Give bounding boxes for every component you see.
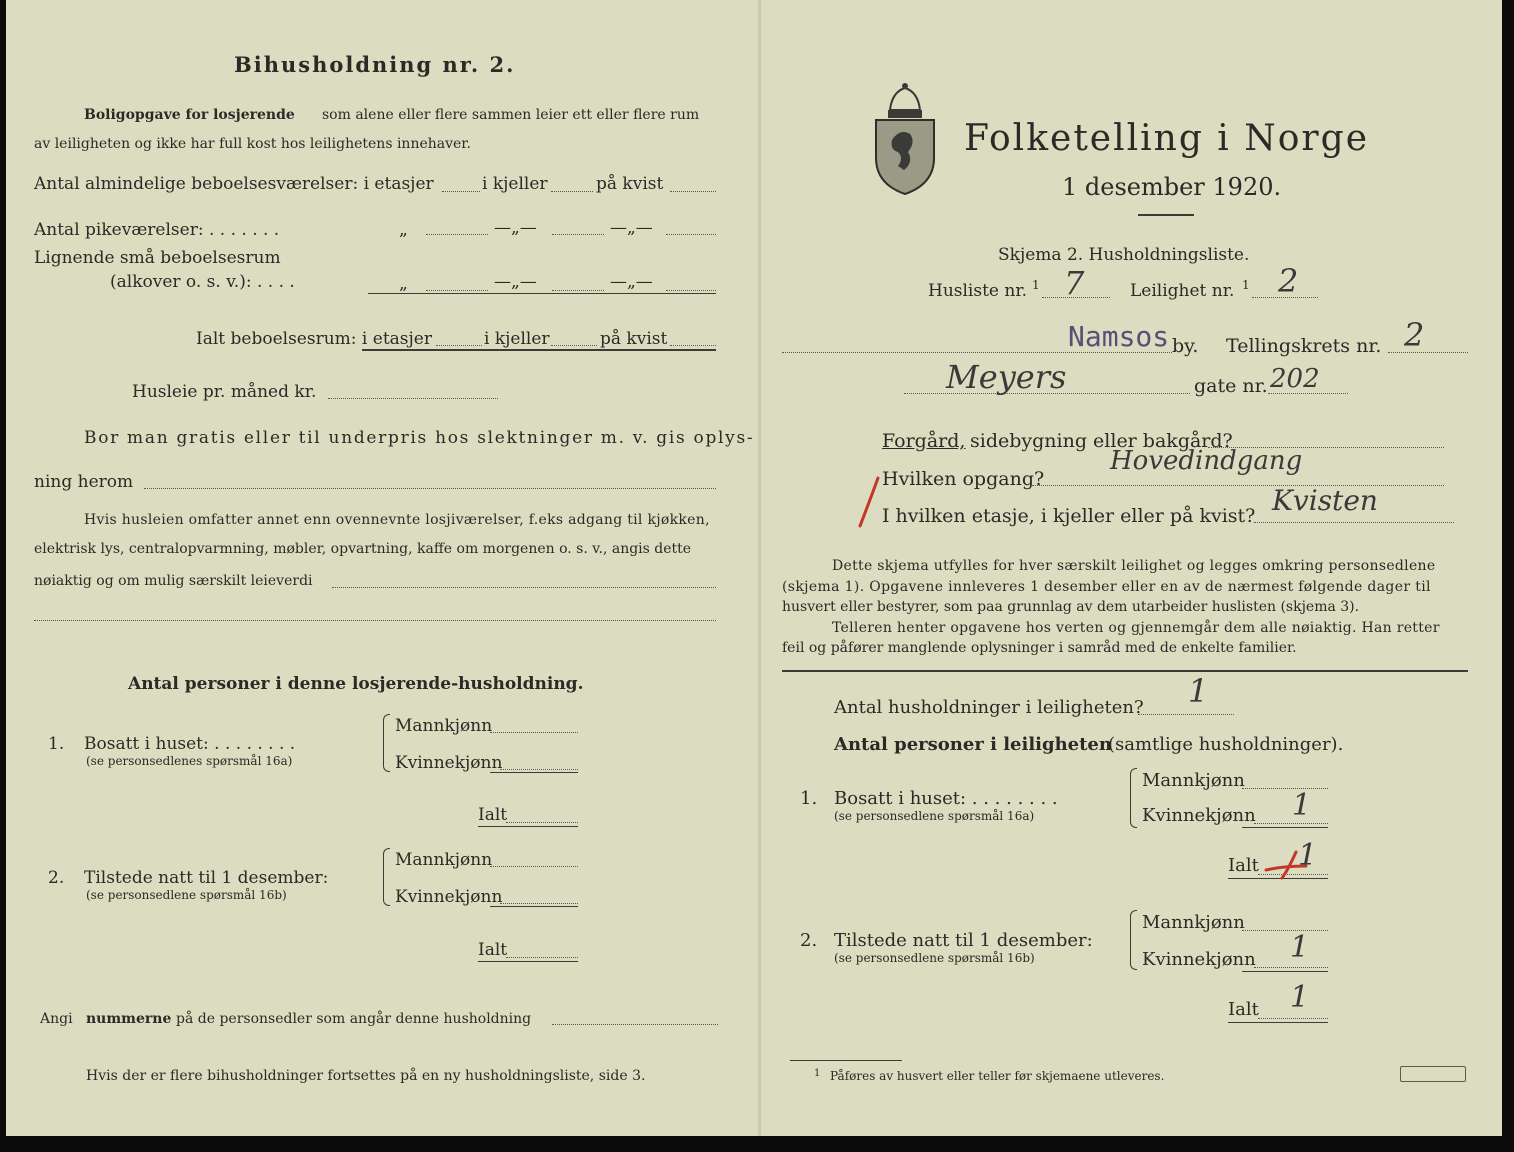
antal-almindelige-label: Antal almindelige beboelsesværelser: i etasjer: [34, 174, 434, 194]
opgang-label: Hvilken opgang?: [882, 468, 1045, 490]
right-tilstede-mann-line: [1242, 930, 1328, 931]
leilighet-value: 2: [1278, 262, 1299, 300]
red-correction-mark: [1262, 848, 1310, 882]
gratis-line-2: ning herom: [34, 472, 134, 492]
right-tilstede-kvinne-value: 1: [1290, 930, 1310, 965]
census-title: Folketelling i Norge: [964, 118, 1369, 159]
right-bosatt-ialt-label: Ialt: [1228, 855, 1259, 876]
footnote-text: Påføres av husvert eller teller før skjemaene utleveres.: [830, 1069, 1165, 1083]
ialt-kjeller-label: i kjeller: [484, 329, 550, 349]
footnote-mark: 1: [814, 1068, 821, 1079]
left-footer: Hvis der er flere bihusholdninger fortsettes på en ny husholdningsliste, side 3.: [86, 1068, 646, 1084]
left-bosatt-ialt-label: Ialt: [478, 805, 508, 825]
husleie-line: [328, 398, 498, 399]
left-tilstede-kvinne-label: Kvinnekjønn: [395, 887, 503, 907]
left-bosatt-kvinne-line: [500, 769, 578, 770]
left-bosatt-label: Bosatt i huset: . . . . . . . .: [84, 734, 296, 754]
right-tilstede-brace: [1130, 910, 1137, 970]
right-bosatt-brace: [1130, 768, 1137, 828]
forgard-label-rest: sidebygning eller bakgård?: [970, 430, 1233, 452]
lig-kvist-line: [666, 290, 716, 291]
leilighet-label: Leilighet nr.: [1130, 281, 1235, 301]
left-bosatt-sub: (se personsedlenes spørsmål 16a): [86, 754, 293, 768]
ditto-kjeller-1: —„—: [494, 218, 537, 238]
right-bosatt-label: Bosatt i huset: . . . . . . . .: [834, 788, 1058, 809]
left-bosatt-ialt-line: [506, 822, 578, 823]
paa-kvist-label: på kvist: [596, 174, 664, 194]
gate-nr-value: 202: [1270, 364, 1320, 394]
left-num-1: 1.: [48, 734, 65, 754]
angi-post: på de personsedler som angår denne husholdning: [176, 1011, 532, 1027]
left-bosatt-ialt-rule: [478, 826, 578, 827]
intro-line-2: av leiligheten og ikke har full kost hos leilighetens innehaver.: [34, 136, 471, 152]
right-bosatt-kvinne-rule: [1242, 827, 1328, 828]
left-title: Bihusholdning nr. 2.: [234, 52, 516, 77]
husliste-label: Husliste nr.: [928, 281, 1028, 301]
ditto-kjeller-2: —„—: [494, 272, 537, 292]
right-tilstede-mann-label: Mannkjønn: [1142, 912, 1245, 933]
left-tilstede-kvinne-line: [500, 903, 578, 904]
ialt-underline: [362, 349, 716, 351]
lignende-underline: [368, 293, 716, 294]
right-bosatt-kvinne-line: [1254, 823, 1328, 824]
census-date: 1 desember 1920.: [1062, 173, 1282, 201]
left-tilstede-ialt-line: [506, 957, 578, 958]
pike-kvist-line: [666, 234, 716, 235]
opgang-value: Hovedindgang: [1110, 446, 1303, 476]
lig-etasjer-line: [426, 290, 488, 291]
ditto-kvist-1: —„—: [610, 218, 653, 238]
by-stamp: Namsos: [1068, 320, 1170, 353]
page-fold: [758, 0, 761, 1136]
antal-husholdninger-line: [1138, 714, 1234, 715]
right-tilstede-ialt-line: [1258, 1018, 1328, 1019]
antal-personer-leilighet-bold: Antal personer i leiligheten: [834, 734, 1112, 755]
kvist-line: [670, 191, 716, 192]
left-bosatt-mann-label: Mannkjønn: [395, 716, 493, 736]
printer-mark-icon: [1400, 1066, 1466, 1082]
right-num-2: 2.: [800, 930, 818, 951]
etasje-value: Kvisten: [1272, 484, 1378, 517]
kjeller-line: [551, 191, 593, 192]
red-check-mark: [854, 476, 884, 530]
omfatter-line-2: elektrisk lys, centralopvarmning, møbler, opvartning, kaffe om morgenen o. s. v., angis dette: [34, 541, 692, 557]
right-num-1: 1.: [800, 788, 818, 809]
left-tilstede-sub: (se personsedlene spørsmål 16b): [86, 888, 287, 902]
antal-personer-leilighet-rest: (samtlige husholdninger).: [1108, 734, 1344, 755]
husliste-footnote-mark: 1: [1032, 278, 1040, 292]
i-kjeller-label: i kjeller: [482, 174, 548, 194]
title-rule: [1138, 214, 1194, 216]
antal-husholdninger-label: Antal husholdninger i leiligheten?: [834, 697, 1144, 718]
left-bosatt-kvinne-label: Kvinnekjønn: [395, 753, 503, 773]
right-tilstede-ialt-label: Ialt: [1228, 999, 1259, 1020]
right-tilstede-ialt-rule: [1228, 1022, 1328, 1023]
gate-label: gate nr.: [1194, 375, 1268, 397]
right-tilstede-ialt-value: 1: [1290, 980, 1310, 1015]
left-bosatt-mann-line: [490, 732, 578, 733]
right-bosatt-kvinne-label: Kvinnekjønn: [1142, 805, 1256, 826]
gratis-line-1: Bor man gratis eller til underpris hos slektninger m. v. gis oplys-: [84, 428, 755, 448]
leilighet-footnote-mark: 1: [1242, 278, 1250, 292]
leieverdi-line: [332, 587, 716, 588]
ialt-kjeller-line: [551, 345, 597, 346]
right-bosatt-ialt-value: 1: [1298, 838, 1318, 873]
left-bosatt-brace: [383, 714, 390, 772]
left-tilstede-mann-label: Mannkjønn: [395, 850, 493, 870]
gratis-line: [144, 488, 716, 489]
pikevaerelser-label: Antal pikeværelser: . . . . . . .: [34, 220, 280, 240]
husleie-label: Husleie pr. måned kr.: [132, 382, 317, 402]
etasjer-line: [442, 191, 480, 192]
left-tilstede-kvinne-rule: [490, 906, 578, 907]
ditto-etasjer-1: „: [399, 220, 408, 240]
intro-line-1: som alene eller flere sammen leier ett eller flere rum: [322, 107, 700, 123]
left-num-2: 2.: [48, 868, 65, 888]
tellingskrets-label: Tellingskrets nr.: [1226, 335, 1382, 357]
ditto-kvist-2: —„—: [610, 272, 653, 292]
skjema-label: Skjema 2. Husholdningsliste.: [998, 245, 1250, 265]
left-tilstede-mann-line: [490, 866, 578, 867]
info-line-4: Telleren henter opgavene hos verten og gjennemgår dem alle nøiaktig. Han retter: [832, 620, 1440, 636]
info-line-1: Dette skjema utfylles for hver særskilt leilighet og legges omkring personsedlene: [832, 558, 1436, 574]
pike-etasjer-line: [426, 234, 488, 235]
antal-personer-heading: Antal personer i denne losjerende-husholdning.: [128, 674, 584, 694]
footnote-rule: [790, 1060, 902, 1061]
gate-value: Meyers: [946, 358, 1067, 396]
right-bosatt-mann-line: [1242, 788, 1328, 789]
info-line-5: feil og påfører manglende oplysninger i samråd med de enkelte familier.: [782, 640, 1297, 656]
right-tilstede-kvinne-line: [1254, 967, 1328, 968]
etasje-label: I hvilken etasje, i kjeller eller på kvist?: [882, 505, 1256, 527]
left-tilstede-ialt-rule: [478, 961, 578, 962]
right-bosatt-sub: (se personsedlene spørsmål 16a): [834, 809, 1035, 823]
angi-pre: Angi: [40, 1011, 73, 1027]
etasje-line: [1254, 522, 1454, 523]
right-separator: [782, 670, 1468, 672]
omfatter-line-3: nøiaktig og om mulig særskilt leieverdi: [34, 573, 313, 589]
ialt-beboelsesrum-label: Ialt beboelsesrum: i etasjer: [196, 329, 432, 349]
ialt-kvist-label: på kvist: [600, 329, 668, 349]
lig-kjeller-line: [552, 290, 604, 291]
angi-bold: nummerne: [86, 1011, 172, 1027]
intro-bold: Boligopgave for losjerende: [84, 107, 295, 123]
left-tilstede-label: Tilstede natt til 1 desember:: [84, 868, 329, 888]
right-tilstede-sub: (se personsedlene spørsmål 16b): [834, 951, 1035, 965]
ialt-kvist-line: [670, 345, 716, 346]
right-tilstede-label: Tilstede natt til 1 desember:: [834, 930, 1093, 951]
tellingskrets-value: 2: [1404, 316, 1425, 354]
right-tilstede-kvinne-rule: [1242, 971, 1328, 972]
opgang-line: [1032, 485, 1444, 486]
left-tilstede-brace: [383, 848, 390, 906]
right-bosatt-kvinne-value: 1: [1292, 788, 1312, 823]
census-form-sheet: [6, 0, 1502, 1136]
by-label: by.: [1172, 335, 1199, 357]
right-bosatt-mann-label: Mannkjønn: [1142, 770, 1245, 791]
omfatter-line-1: Hvis husleien omfatter annet enn ovennevnte losjiværelser, f.eks adgang til kjøkken,: [84, 512, 710, 528]
ditto-etasjer-2: „: [399, 274, 408, 294]
right-tilstede-kvinne-label: Kvinnekjønn: [1142, 949, 1256, 970]
ialt-etasjer-line: [436, 345, 482, 346]
info-line-3: husvert eller bestyrer, som paa grunnlag av dem utarbeider huslisten (skjema 3).: [782, 599, 1360, 615]
pike-kjeller-line: [552, 234, 604, 235]
antal-husholdninger-value: 1: [1188, 672, 1209, 710]
left-separator: [34, 620, 716, 621]
lignende-label-1: Lignende små beboelsesrum: [34, 248, 281, 268]
left-tilstede-ialt-label: Ialt: [478, 940, 508, 960]
angi-line: [552, 1024, 718, 1025]
coat-of-arms-icon: [870, 80, 940, 198]
info-line-2: (skjema 1). Opgavene innleveres 1 desember eller en av de nærmest følgende dager til: [782, 579, 1431, 595]
tellingskrets-line: [1388, 352, 1468, 353]
lignende-label-2: (alkover o. s. v.): . . . .: [110, 272, 295, 292]
left-bosatt-kvinne-rule: [490, 772, 578, 773]
husliste-value: 7: [1064, 264, 1085, 302]
forgard-label-underlined: Forgård,: [882, 430, 966, 452]
